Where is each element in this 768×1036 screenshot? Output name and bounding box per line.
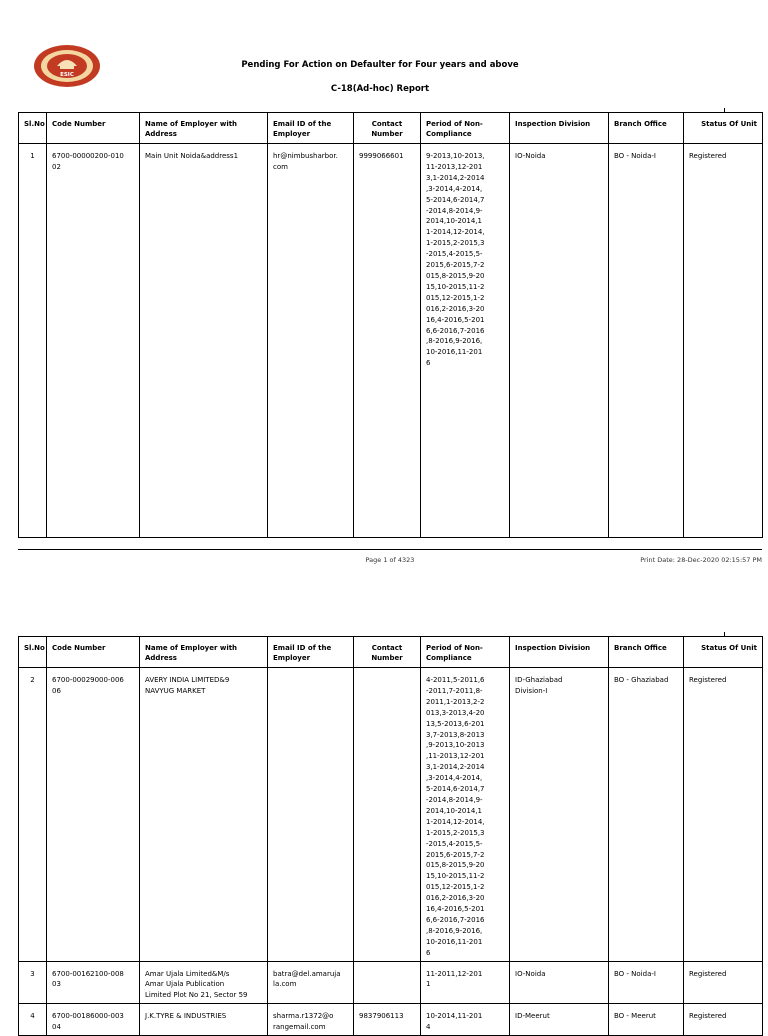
cell-contact: 9837906113 (354, 1004, 421, 1036)
cell-email: sharma.r1372@o rangemail.com (268, 1004, 354, 1036)
table-row (19, 961, 763, 1004)
page-number: Page 1 of 4323 (365, 556, 415, 564)
col-code: Code Number (47, 637, 140, 668)
svg-text:ESIC: ESIC (60, 72, 74, 78)
cell-code: 6700-00029000-006 06 (47, 668, 140, 962)
cell-slno: 2 (19, 668, 47, 962)
cell-slno: 1 (19, 144, 47, 538)
cell-inspection: IO-Noida (510, 144, 609, 538)
col-slno: Sl.No (19, 637, 47, 668)
col-name: Name of Employer with Address (140, 113, 268, 144)
cell-email (268, 668, 354, 962)
col-period: Period of Non-Compliance (421, 637, 510, 668)
col-contact: Contact Number (354, 637, 421, 668)
cell-slno: 4 (19, 1004, 47, 1036)
cell-code: 6700-00186000-003 04 (47, 1004, 140, 1036)
table-header-row (19, 637, 763, 668)
print-date: Print Date: 28-Dec-2020 02:15:57 PM (640, 556, 762, 564)
cell-email: hr@nimbusharbor. com (268, 144, 354, 538)
col-contact: Contact Number (354, 113, 421, 144)
cell-branch: BO - Noida-I (609, 961, 684, 1004)
cell-period: 9-2013,10-2013, 11-2013,12-201 3,1-2014,2-2014 ,3-2014,4-2014, 5-2014,6-2014,7 -2014,8-2014,9- 2014,10-2014,1 1-2014,12-2014, 1-2015,2-2015,3 -2015,4-2015,5- 2015,6-2015,7-2 015,8-2015,9-20 15,10-2015,11-2 015,12-2015,1-2 016,2-2016,3-20 16,4-2016,5-201 6,6-2016,7-2016 ,8-2016,9-2016, 10-2016,11-201 6 (421, 144, 510, 538)
footer-divider (18, 549, 762, 550)
col-status: Status Of Unit (684, 637, 763, 668)
cell-name: AVERY INDIA LIMITED&9 NAVYUG MARKET (140, 668, 268, 962)
cell-status: Registered (684, 961, 763, 1004)
cell-contact (354, 668, 421, 962)
table-row (19, 1004, 763, 1036)
col-period: Period of Non-Compliance (421, 113, 510, 144)
cell-status: Registered (684, 144, 763, 538)
col-branch: Branch Office (609, 637, 684, 668)
report-subtitle: C-18(Ad-hoc) Report (330, 84, 430, 94)
cell-code: 6700-00162100-008 03 (47, 961, 140, 1004)
cell-status: Registered (684, 668, 763, 962)
cell-name: Main Unit Noida&address1 (140, 144, 268, 538)
col-name: Name of Employer with Address (140, 637, 268, 668)
col-inspection: Inspection Division (510, 113, 609, 144)
table-header-row (19, 113, 763, 144)
col-slno: Sl.No (19, 113, 47, 144)
cell-branch: BO - Meerut (609, 1004, 684, 1036)
cell-period: 10-2014,11-201 4 (421, 1004, 510, 1036)
cell-contact (354, 961, 421, 1004)
table-row (19, 144, 763, 538)
cell-period: 11-2011,12-201 1 (421, 961, 510, 1004)
cell-period: 4-2011,5-2011,6 -2011,7-2011,8- 2011,1-2013,2-2 013,3-2013,4-20 13,5-2013,6-201 3,7-2013,8-2013 ,9-2013,10-2013 ,11-2013,12-201 3,1-2014,2-2014 ,3-2014,4-2014, 5-2014,6-2014,7 -2014,8-2014,9- 2014,10-2014,1 1-2014,12-2014, 1-2015,2-2015,3 -2015,4-2015,5- 2015,6-2015,7-2 015,8-2015,9-20 15,10-2015,11-2 015,12-2015,1-2 016,2-2016,3-20 16,4-2016,5-201 6,6-2016,7-2016 ,8-2016,9-2016, 10-2016,11-201 6 (421, 668, 510, 962)
report-page-2 (0, 590, 768, 1032)
col-inspection: Inspection Division (510, 637, 609, 668)
cell-email: batra@del.amaruja la.com (268, 961, 354, 1004)
defaulter-table (18, 112, 763, 538)
cell-inspection: ID-Ghaziabad Division-I (510, 668, 609, 962)
col-status: Status Of Unit (684, 113, 763, 144)
cell-branch: BO - Ghaziabad (609, 668, 684, 962)
col-email: Email ID of the Employer (268, 637, 354, 668)
cell-code: 6700-00000200-010 02 (47, 144, 140, 538)
col-email: Email ID of the Employer (268, 113, 354, 144)
cell-name: J.K.TYRE & INDUSTRIES (140, 1004, 268, 1036)
cell-slno: 3 (19, 961, 47, 1004)
table-row (19, 668, 763, 962)
esic-logo (33, 44, 101, 88)
cell-status: Registered (684, 1004, 763, 1036)
cell-name: Amar Ujala Limited&M/s Amar Ujala Publication Limited Plot No 21, Sector 59 (140, 961, 268, 1004)
defaulter-table (18, 636, 763, 1036)
col-code: Code Number (47, 113, 140, 144)
report-title: Pending For Action on Defaulter for Four years and above (241, 60, 519, 70)
cell-branch: BO - Noida-I (609, 144, 684, 538)
col-branch: Branch Office (609, 113, 684, 144)
cell-inspection: IO-Noida (510, 961, 609, 1004)
cell-inspection: ID-Meerut (510, 1004, 609, 1036)
cell-contact: 9999066601 (354, 144, 421, 538)
